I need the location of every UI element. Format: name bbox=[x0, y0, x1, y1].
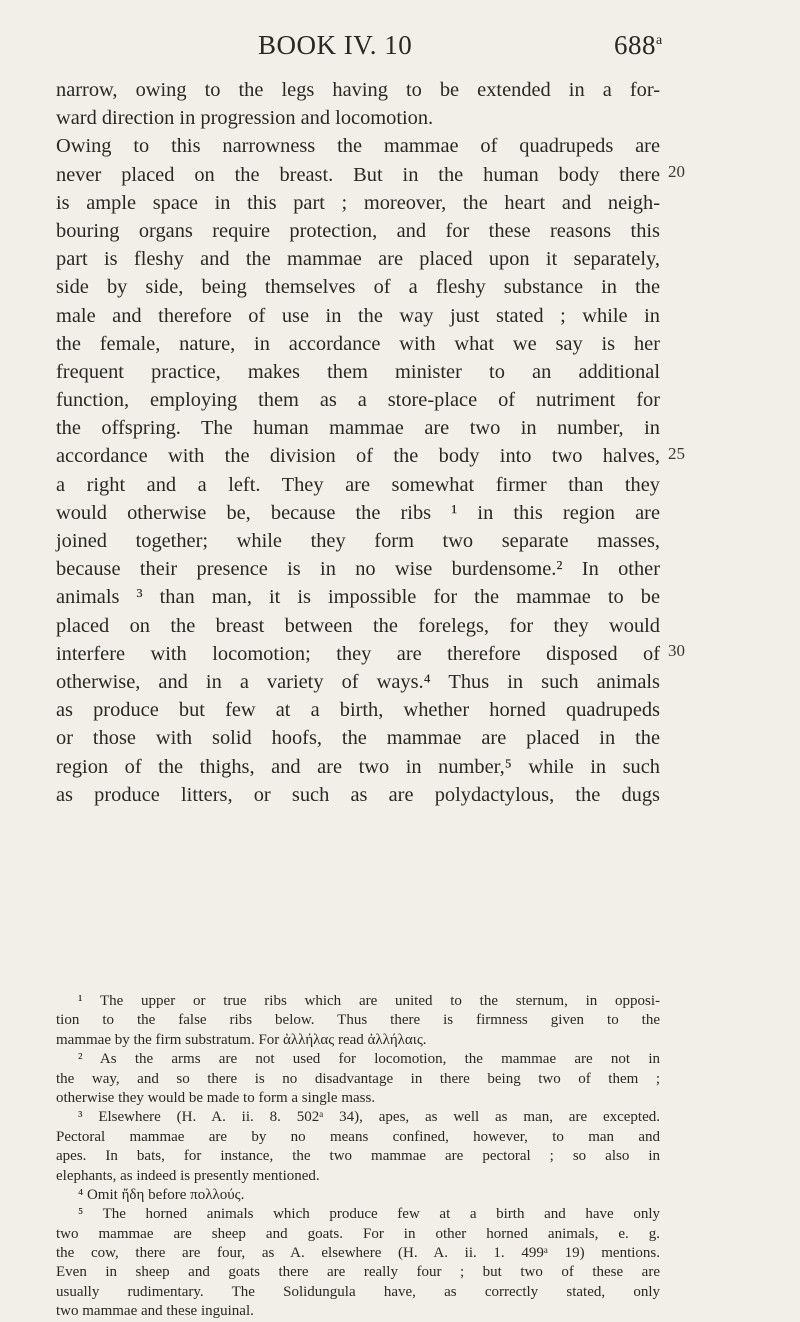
line-number-20: 20 bbox=[668, 162, 685, 181]
footnote-line: ⁵ The horned animals which produce few at a birth and have only bbox=[78, 1206, 660, 1223]
text-line: or those with solid hoofs, the mammae are placed in the bbox=[56, 727, 660, 750]
footnote-line: the way, and so there is no disadvantage in there being two of them ; bbox=[56, 1070, 660, 1087]
text-line: animals ³ than man, it is impossible for the mammae to be bbox=[56, 586, 660, 609]
text-line: Owing to this narrowness the mammae of quadrupeds are bbox=[56, 135, 660, 158]
footnote-line: elephants, as indeed is presently mentioned. bbox=[56, 1167, 320, 1184]
text-line: joined together; while they form two separate masses, bbox=[56, 530, 660, 552]
footnote-line: ¹ The upper or true ribs which are united to the sternum, in opposi- bbox=[78, 993, 660, 1009]
footnote-line: apes. In bats, for instance, the two mammae are pectoral ; so also in bbox=[56, 1148, 660, 1165]
footnote-line: otherwise they would be made to form a single mass. bbox=[56, 1089, 376, 1106]
text-line: never placed on the breast. But in the human body there bbox=[56, 163, 660, 186]
text-line: interfere with locomotion; they are therefore disposed of bbox=[56, 642, 660, 665]
footnotes bbox=[56, 992, 660, 1322]
text-line: a right and a left. They are somewhat firmer than they bbox=[56, 473, 660, 496]
text-line: male and therefore of use in the way just stated ; while in bbox=[56, 304, 660, 327]
text-line: bouring organs require protection, and for these reasons this bbox=[56, 219, 660, 242]
footnote-line: usually rudimentary. The Solidungula have, as correctly stated, only bbox=[56, 1283, 660, 1300]
text-line: because their presence is in no wise burdensome.² In other bbox=[56, 558, 660, 581]
line-number-25: 25 bbox=[668, 444, 685, 463]
text-line: the offspring. The human mammae are two in number, in bbox=[56, 417, 660, 440]
text-line: placed on the breast between the forelegs, for they would bbox=[56, 614, 660, 637]
line-number-30: 30 bbox=[668, 641, 685, 660]
footnote-line: mammae by the firm substratum. For ἀλλήλας read ἀλλήλαις. bbox=[56, 1031, 427, 1048]
text-line: side by side, being themselves of a fleshy substance in the bbox=[56, 276, 660, 299]
footnote-line: Pectoral mammae are by no means confined, however, to man and bbox=[56, 1128, 660, 1145]
running-header bbox=[0, 22, 800, 70]
text-line: function, employing them as a store-place of nutriment for bbox=[56, 389, 660, 412]
text-line: as produce litters, or such as are polydactylous, the dugs bbox=[56, 783, 660, 806]
footnote-line: ⁴ Omit ἤδη before πολλούς. bbox=[78, 1186, 245, 1203]
page-number-suffix: a bbox=[656, 33, 663, 48]
text-line: as produce but few at a birth, whether horned quadrupeds bbox=[56, 699, 660, 722]
text-line: narrow, owing to the legs having to be extended in a for- bbox=[56, 79, 660, 101]
text-line: would otherwise be, because the ribs ¹ in this region are bbox=[56, 501, 660, 524]
text-line: frequent practice, makes them minister to an additional bbox=[56, 360, 660, 383]
main-text bbox=[56, 76, 660, 809]
footnote-line: ³ Elsewhere (H. A. ii. 8. 502ᵃ 34), apes, as well as man, are excepted. bbox=[78, 1109, 660, 1126]
text-line: otherwise, and in a variety of ways.⁴ Thus in such animals bbox=[56, 670, 660, 693]
footnote-line: Even in sheep and goats there are really four ; but two of these are bbox=[56, 1264, 660, 1281]
footnote-line: the cow, there are four, as A. elsewhere (H. A. ii. 1. 499ᵃ 19) mentions. bbox=[56, 1245, 660, 1262]
text-line: the female, nature, in accordance with what we say is her bbox=[56, 332, 660, 355]
footnote-line: ² As the arms are not used for locomotion, the mammae are not in bbox=[78, 1051, 660, 1068]
text-line: part is fleshy and the mammae are placed upon it separately, bbox=[56, 248, 660, 271]
footnote-line: tion to the false ribs below. Thus there is firmness given to the bbox=[56, 1012, 660, 1029]
header-title: BOOK IV. 10 bbox=[258, 30, 413, 60]
page-number-value: 688 bbox=[614, 30, 656, 60]
text-line: ward direction in progression and locomotion. bbox=[56, 107, 434, 130]
footnote-line: two mammae are sheep and goats. For in other horned animals, e. g. bbox=[56, 1225, 660, 1242]
text-line: is ample space in this part ; moreover, the heart and neigh- bbox=[56, 191, 660, 214]
text-line: region of the thighs, and are two in number,⁵ while in such bbox=[56, 755, 660, 778]
page-number bbox=[614, 30, 663, 61]
footnote-line: two mammae and these inguinal. bbox=[56, 1303, 254, 1320]
text-line: accordance with the division of the body into two halves, bbox=[56, 445, 660, 468]
